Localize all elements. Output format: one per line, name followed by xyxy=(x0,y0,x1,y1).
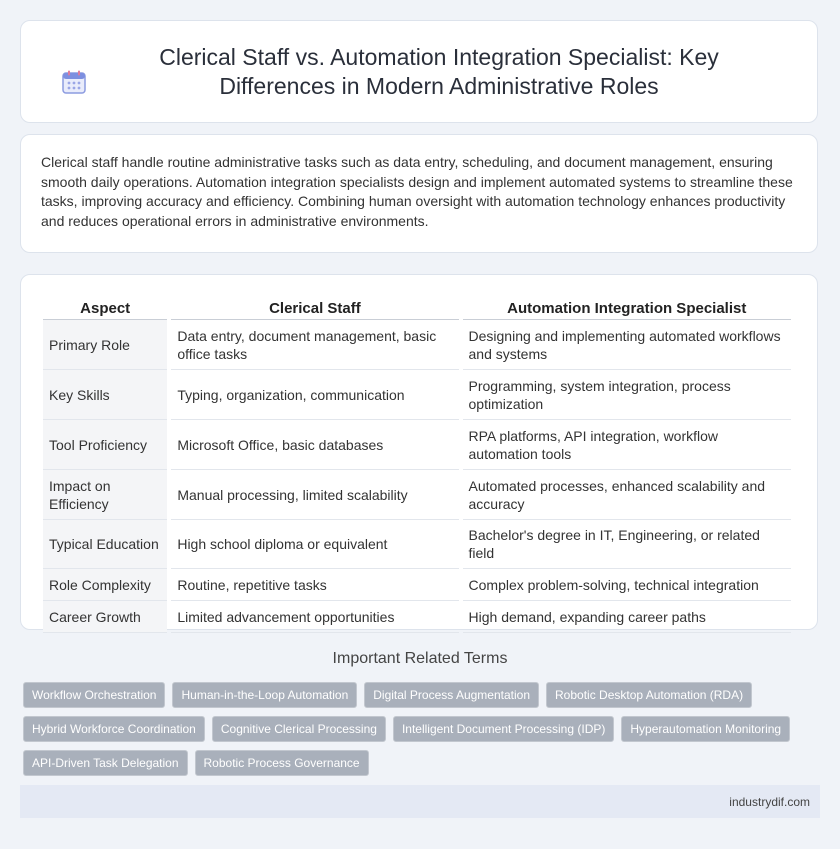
cell-clerical: Limited advancement opportunities xyxy=(171,601,458,633)
calendar-icon xyxy=(61,69,87,95)
table-row xyxy=(43,320,791,370)
term-tag[interactable]: Workflow Orchestration xyxy=(23,682,165,708)
table-row xyxy=(43,520,791,569)
cell-specialist: Designing and implementing automated workflows and systems xyxy=(463,320,791,370)
table-row xyxy=(43,569,791,601)
cell-specialist: RPA platforms, API integration, workflow automation tools xyxy=(463,420,791,470)
term-tag[interactable]: Hybrid Workforce Coordination xyxy=(23,716,205,742)
term-tag[interactable]: Digital Process Augmentation xyxy=(364,682,539,708)
cell-aspect: Tool Proficiency xyxy=(43,420,167,470)
footer xyxy=(20,785,820,818)
cell-specialist: Bachelor's degree in IT, Engineering, or related field xyxy=(463,520,791,569)
header-aspect: Aspect xyxy=(43,295,167,320)
cell-aspect: Primary Role xyxy=(43,320,167,370)
term-tag[interactable]: Hyperautomation Monitoring xyxy=(621,716,790,742)
related-terms-list xyxy=(23,682,813,776)
header-clerical-staff: Clerical Staff xyxy=(171,295,458,320)
cell-aspect: Key Skills xyxy=(43,370,167,420)
cell-aspect: Typical Education xyxy=(43,520,167,569)
footer-site[interactable]: industrydif.com xyxy=(729,794,810,809)
title-card xyxy=(20,20,818,123)
cell-clerical: Data entry, document management, basic office tasks xyxy=(171,320,458,370)
cell-specialist: Complex problem-solving, technical integration xyxy=(463,569,791,601)
term-tag[interactable]: Human-in-the-Loop Automation xyxy=(172,682,357,708)
cell-specialist: Programming, system integration, process optimization xyxy=(463,370,791,420)
cell-clerical: Typing, organization, communication xyxy=(171,370,458,420)
cell-specialist: High demand, expanding career paths xyxy=(463,601,791,633)
table-row xyxy=(43,601,791,633)
cell-aspect: Role Complexity xyxy=(43,569,167,601)
term-tag[interactable]: API-Driven Task Delegation xyxy=(23,750,188,776)
term-tag[interactable]: Cognitive Clerical Processing xyxy=(212,716,386,742)
term-tag[interactable]: Robotic Desktop Automation (RDA) xyxy=(546,682,752,708)
term-tag[interactable]: Intelligent Document Processing (IDP) xyxy=(393,716,614,742)
cell-aspect: Career Growth xyxy=(43,601,167,633)
table-row xyxy=(43,420,791,470)
term-tag[interactable]: Robotic Process Governance xyxy=(195,750,369,776)
table-row xyxy=(43,370,791,420)
cell-specialist: Automated processes, enhanced scalability and accuracy xyxy=(463,470,791,520)
cell-clerical: Routine, repetitive tasks xyxy=(171,569,458,601)
cell-clerical: Microsoft Office, basic databases xyxy=(171,420,458,470)
comparison-table xyxy=(39,295,795,633)
comparison-card xyxy=(20,274,818,630)
header-automation-specialist: Automation Integration Specialist xyxy=(463,295,791,320)
cell-clerical: High school diploma or equivalent xyxy=(171,520,458,569)
page-title: Clerical Staff vs. Automation Integration Specialist: Key Differences in Modern Administrative Roles xyxy=(159,43,719,99)
intro-text: Clerical staff handle routine administrative tasks such as data entry, scheduling, and document management, ensuring smooth daily operations. Automation integration specialists design and implement automated systems to streamline these tasks, improving accuracy and efficiency. Combining human oversight with automation technology enhances productivity and reduces operational errors in administrative environments. xyxy=(41,154,793,229)
table-header-row xyxy=(43,295,791,320)
intro-card xyxy=(20,134,818,253)
related-terms-title: Important Related Terms xyxy=(332,650,508,667)
table-row xyxy=(43,470,791,520)
cell-aspect: Impact on Efficiency xyxy=(43,470,167,520)
cell-clerical: Manual processing, limited scalability xyxy=(171,470,458,520)
